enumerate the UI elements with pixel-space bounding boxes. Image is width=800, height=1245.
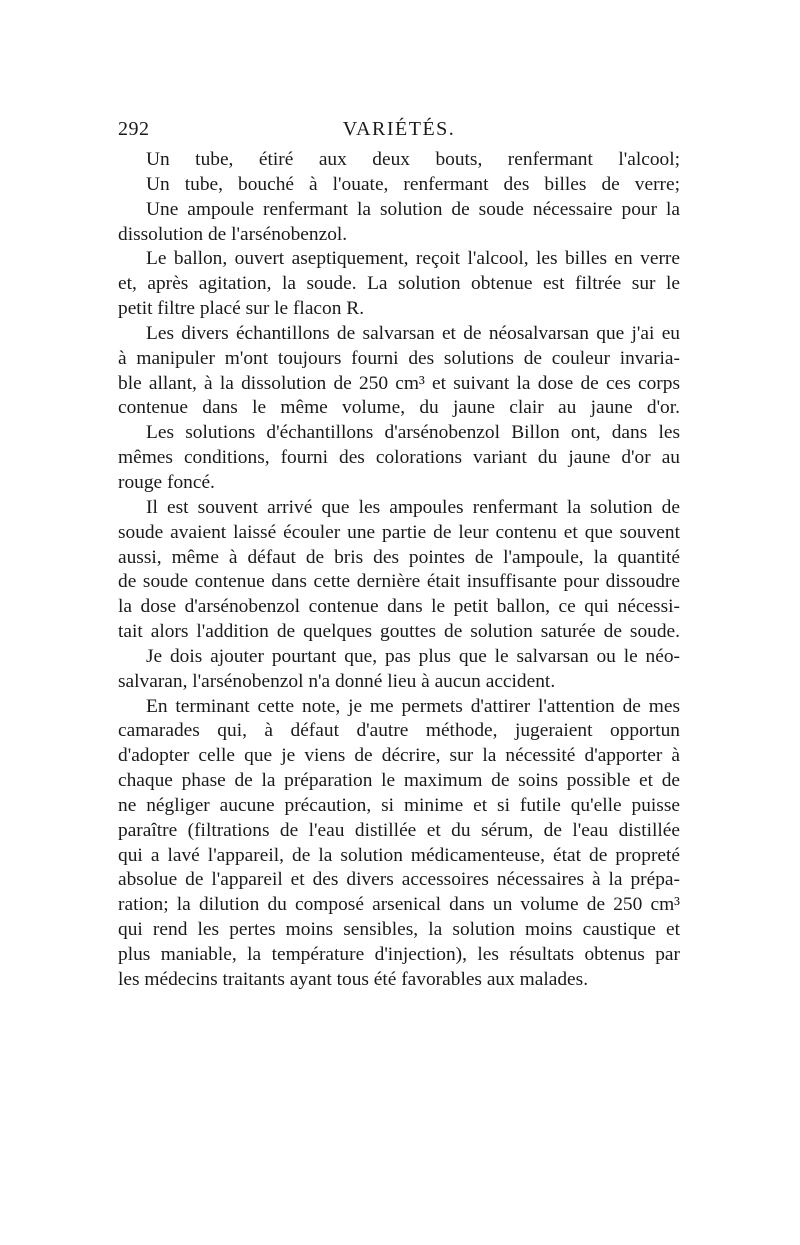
text-line: Il est souvent arrivé que les ampoules renfermant la solution de — [146, 496, 680, 518]
text-line: Les divers échantillons de salvarsan et de néosalvarsan que j'ai eu — [146, 322, 680, 344]
text-line: contenue dans le même volume, du jaune clair au jaune d'or. — [118, 397, 680, 419]
text-line: Un tube, bouché à l'ouate, renfermant des billes de verre; — [146, 173, 680, 195]
text-line: ne négliger aucune précaution, si minime et si futile qu'elle puisse — [118, 794, 680, 816]
text-line: la dose d'arsénobenzol contenue dans le petit ballon, ce qui nécessi- — [118, 596, 680, 618]
text-line: ble allant, à la dissolution de 250 cm³ et suivant la dose de ces corps — [118, 372, 680, 394]
text-line: paraître (filtrations de l'eau distillée et du sérum, de l'eau distillée — [118, 819, 680, 841]
text-line: d'adopter celle que je viens de décrire, sur la nécessité d'apporter à — [118, 745, 680, 767]
text-line: les médecins traitants ayant tous été favorables aux malades. — [118, 968, 589, 990]
text-line: Le ballon, ouvert aseptiquement, reçoit l'alcool, les billes en verre — [146, 248, 680, 270]
text-line: Je dois ajouter pourtant que, pas plus que le salvarsan ou le néo- — [146, 645, 680, 667]
text-line: dissolution de l'arsénobenzol. — [118, 223, 348, 245]
text-line: Les solutions d'échantillons d'arsénobenzol Billon ont, dans les — [146, 422, 680, 444]
text-line: soude avaient laissé écouler une partie de leur contenu et que souvent — [118, 521, 680, 543]
text-line: qui rend les pertes moins sensibles, la solution moins caustique et — [118, 919, 680, 941]
page-number: 292 — [118, 118, 150, 140]
section-title: VARIÉTÉS. — [342, 118, 456, 140]
text-line: Un tube, étiré aux deux bouts, renfermant l'alcool; — [146, 149, 680, 170]
page — [118, 108, 680, 993]
text-line: à manipuler m'ont toujours fourni des solutions de couleur invaria- — [118, 347, 680, 369]
text-line: camarades qui, à défaut d'autre méthode, jugeraient opportun — [118, 720, 680, 742]
text-line: absolue de l'appareil et des divers accessoires nécessaires à la prépa- — [118, 869, 680, 891]
text-line: petit filtre placé sur le flacon R. — [118, 298, 365, 320]
body-text — [118, 148, 680, 993]
text-line: En terminant cette note, je me permets d'attirer l'attention de mes — [146, 695, 680, 717]
text-line: qui a lavé l'appareil, de la solution médicamenteuse, état de propreté — [118, 844, 680, 866]
text-line: Une ampoule renfermant la solution de soude nécessaire pour la — [146, 198, 680, 220]
text-line: de soude contenue dans cette dernière était insuffisante pour dissoudre — [118, 571, 680, 593]
text-line: chaque phase de la préparation le maximum de soins possible et de — [118, 770, 680, 792]
text-line: mêmes conditions, fourni des colorations variant du jaune d'or au — [118, 447, 680, 469]
text-line: plus maniable, la température d'injection), les résultats obtenus par — [118, 944, 680, 965]
text-line: aussi, même à défaut de bris des pointes de l'ampoule, la quantité — [118, 546, 680, 568]
text-line: rouge foncé. — [118, 471, 215, 493]
text-line: tait alors l'addition de quelques gouttes de solution saturée de soude. — [118, 621, 680, 643]
running-head — [118, 108, 680, 148]
text-line: salvaran, l'arsénobenzol n'a donné lieu à aucun accident. — [118, 670, 556, 692]
text-line: et, après agitation, la soude. La solution obtenue est filtrée sur le — [118, 273, 680, 295]
text-line: ration; la dilution du composé arsenical dans un volume de 250 cm³ — [118, 894, 680, 916]
